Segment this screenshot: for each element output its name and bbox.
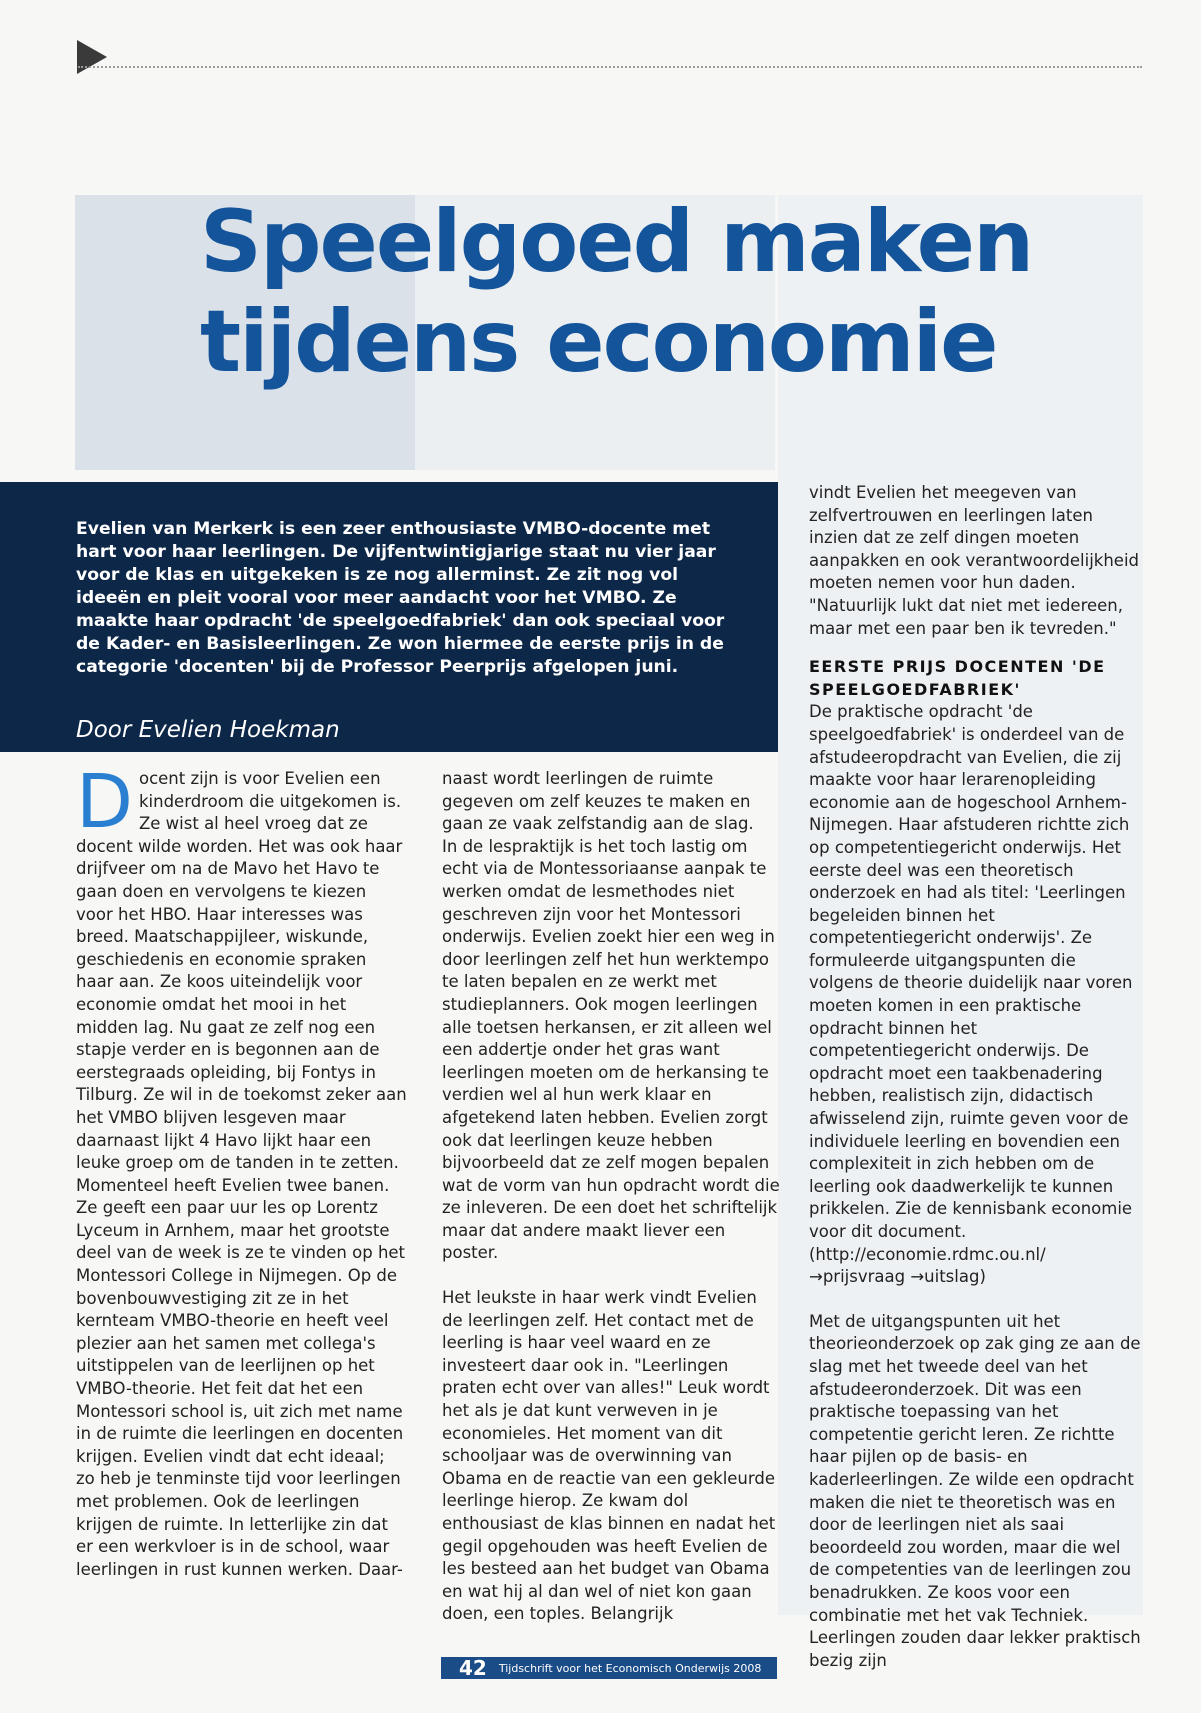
- byline: Door Evelien Hoekman: [76, 717, 340, 743]
- paragraph: In de lespraktijk is het toch lastig om echt via de Montessoriaanse aanpak te werken omdat de lesmethodes niet geschreven zijn voor het Montessori onderwijs. Evelien zoekt hier een weg in door leerlingen zelf het hun werktempo te laten bepalen en ze werkt met studieplanners. Ook mogen leerlingen alle toetsen herkansen, er zit alleen wel een addertje onder het gras want leerlingen moeten om de herkansing te verdien wel al hun werk klaar en afgetekend laten hebben. Evelien zorgt ook dat leerlingen keuze hebben bijvoorbeeld dat ze zelf mogen bepalen wat de vorm van hun opdracht wordt die ze inleveren. De een doet het schriftelijk maar dat andere maakt liever een poster.: [442, 836, 780, 1263]
- page-footer: [441, 1657, 777, 1679]
- article-column-2: [442, 768, 780, 1626]
- paragraph: Momenteel heeft Evelien twee banen. Ze geeft een paar uur les op Lorentz Lyceum in Arnhem, maar het grootste deel van de week is ze te vinden op het Montessori College in Nijmegen. Op de bovenbouwvestiging zit ze in het kernteam VMBO-theorie en heeft veel plezier aan het samen met collega's uitstippelen van de leerlijnen op het VMBO-theorie. Het feit dat het een Montessori school is, uit zich met name in de ruimte die leerlingen en docenten krijgen. Evelien vindt dat echt ideaal; zo heb je tenminste tijd voor leerlingen met problemen. Ook de leerlingen krijgen de ruimte. In letterlijke zin dat er een werkvloer is in de school, waar leerlingen in rust kunnen werken. Daar-: [76, 1175, 406, 1579]
- headline-line: tijdens economie: [200, 292, 997, 392]
- paragraph: vindt Evelien het meegeven van zelfvertrouwen en leerlingen laten inzien dat ze zelf dingen moeten aanpakken en ook verantwoordelijkheid moeten nemen voor hun daden. "Natuurlijk lukt dat niet met iedereen, maar met een paar ben ik tevreden.": [809, 483, 1139, 638]
- page-number: 42: [459, 1656, 487, 1680]
- intro-box: [0, 482, 778, 752]
- publication-title: Tijdschrift voor het Economisch Onderwijs 2008: [498, 1661, 762, 1675]
- intro-text: Evelien van Merkerk is een zeer enthousiaste VMBO-docente met hart voor haar leerlingen. De vijfentwintigjarige staat nu vier jaar voor de klas en uitgekeken is ze nog allerminst. Ze zit nog vol ideeën en pleit vooral voor meer aandacht voor het VMBO. Ze maakte haar opdracht 'de speelgoedfabriek' dan ook speciaal voor de Kader- en Basisleerlingen. Ze won hiermee de eerste prijs in de categorie 'docenten' bij de Professor Peerprijs afgelopen juni.: [76, 519, 725, 677]
- article-column-3: [809, 482, 1141, 1672]
- paragraph: Met de uitgangspunten uit het theorieonderzoek op zak ging ze aan de slag met het tweede deel van het afstudeeronderzoek. Dit was een praktische toepassing van het competentie gericht leren. Ze richtte haar pijlen op de basis- en kaderleerlingen. Ze wilde een opdracht maken die niet te theoretisch was en door de leerlingen niet als saai beoordeeld zou worden, maar die wel de competenties van de leerlingen zou benadrukken. Ze koos voor een combinatie met het vak Techniek. Leerlingen zouden daar lekker praktisch bezig zijn: [809, 1311, 1141, 1670]
- paragraph-text: ocent zijn is voor Evelien een kinderdroom die uitgekomen is. Ze wist al heel vroeg dat ze docent wilde worden. Het was ook haar drijfveer om na de Mavo het Havo te gaan doen en vervolgens te kiezen voor het HBO. Haar interesses was breed. Maatschappijleer, wiskunde, geschiedenis en economie spraken haar aan. Ze koos uiteindelijk voor economie omdat het mooi in het midden lag. Nu gaat ze zelf nog een stapje verder en is begonnen aan de eerstegraads opleiding, bij Fontys in Tilburg. Ze wil in de toekomst zeker aan het VMBO blijven lesgeven maar daarnaast lijkt 4 Havo lijkt haar een leuke groep om de tanden in te zetten.: [76, 769, 407, 1173]
- headline-line: Speelgoed maken: [200, 192, 1033, 292]
- paragraph: [76, 759, 408, 1175]
- top-dotted-rule: [78, 66, 1142, 68]
- drop-cap: D: [76, 759, 133, 845]
- paragraph: naast wordt leerlingen de ruimte gegeven om zelf keuzes te maken en gaan ze vaak zelfstandig aan de slag.: [442, 769, 754, 834]
- paragraph: De praktische opdracht 'de speelgoedfabriek' is onderdeel van de afstudeeropdracht van Evelien, die zij maakte voor haar lerarenopleiding economie aan de hogeschool Arnhem-Nijmegen. Haar afstuderen richtte zich op competentiegericht onderwijs. Het eerste deel was een theoretisch onderzoek en had als titel: 'Leerlingen begeleiden binnen het competentiegericht onderwijs'. Ze formuleerde uitgangspunten die volgens de theorie duidelijk naar voren moeten komen in een praktische opdracht binnen het competentiegericht onderwijs. De opdracht moet een taakbenadering hebben, realistisch zijn, didactisch afwisselend zijn, ruimte geven voor de individuele leerling en bovendien een complexiteit in zich hebben om de leerling ook daadwerkelijk te kunnen prikkelen. Zie de kennisbank economie voor dit document. (http://economie.rdmc.ou.nl/ →prijsvraag →uitslag): [809, 702, 1133, 1287]
- corner-triangle-icon: [77, 40, 107, 74]
- article-headline: [200, 192, 1060, 392]
- section-heading: EERSTE PRIJS DOCENTEN 'DE SPEELGOEDFABRIEK': [809, 657, 1106, 699]
- article-column-1: [76, 759, 408, 1581]
- paragraph: Het leukste in haar werk vindt Evelien de leerlingen zelf. Het contact met de leerling is haar veel waard en ze investeert daar ook in. "Leerlingen praten echt over van alles!" Leuk wordt het als je dat kunt verweven in je economieles. Het moment van dit schooljaar was de overwinning van Obama en de reactie van een gekleurde leerlinge hierop. Ze kwam dol enthousiast de klas binnen en nadat het gegil opgehouden was heeft Evelien de les besteed aan het budget van Obama en wat hij al dan wel of niet kon gaan doen, een toples. Belangrijk: [442, 1288, 776, 1624]
